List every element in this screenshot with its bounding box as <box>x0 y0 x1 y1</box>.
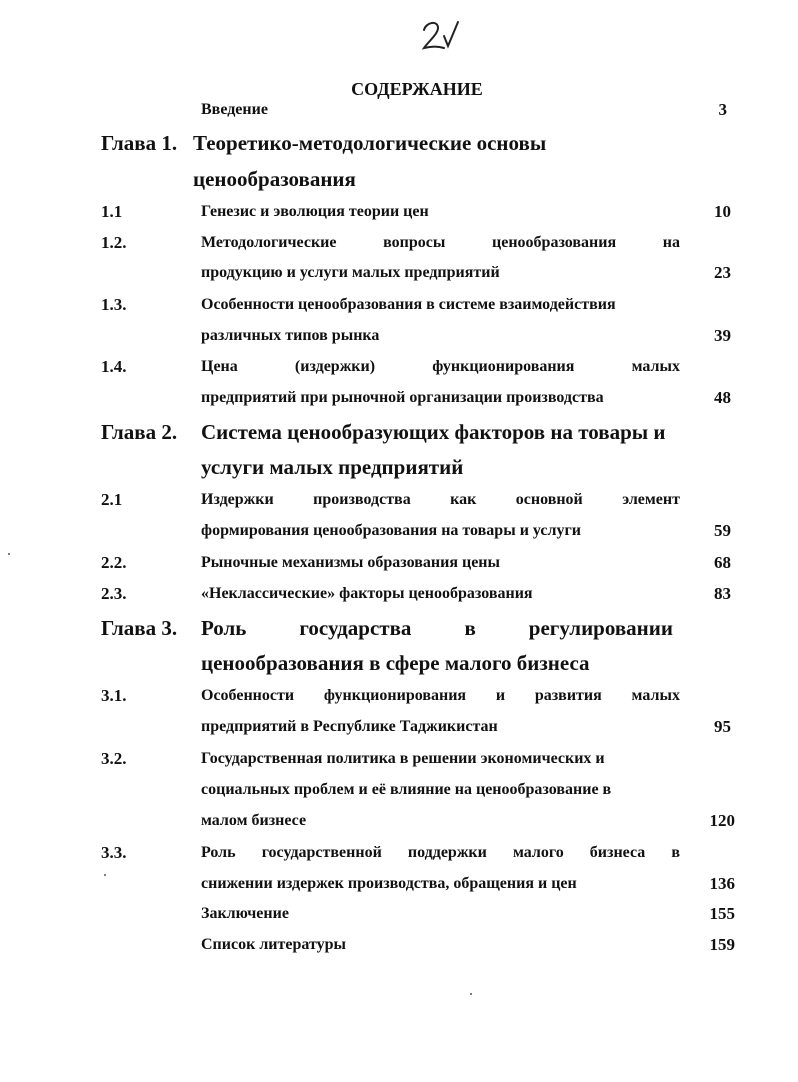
chapter3-title-line2: ценообразования в сфере малого бизнеса <box>201 651 590 675</box>
word: бизнеса <box>589 844 646 861</box>
chapter1-label: Глава 1. <box>101 131 178 155</box>
word: элемент <box>622 491 680 508</box>
section-number: 3.3. <box>101 843 127 862</box>
section-title-line1 <box>201 687 680 705</box>
section-title-line1 <box>201 234 680 252</box>
conclusion-page: 155 <box>709 904 735 923</box>
word: Методологические <box>201 234 337 251</box>
section-page: 83 <box>714 584 731 603</box>
section-number: 1.1 <box>101 202 123 221</box>
section-page: 10 <box>714 202 731 221</box>
word: ценообразования <box>492 234 617 251</box>
chapter2-title-line1: Система ценообразующих факторов на товары и <box>201 420 666 444</box>
section-number: 2.1 <box>101 490 123 509</box>
word: (издержки) <box>294 358 376 375</box>
chapter2-label: Глава 2. <box>101 420 178 444</box>
section-page: 48 <box>714 388 731 407</box>
chapter1-title-line2: ценообразования <box>193 167 356 191</box>
word: регулировании <box>528 616 673 640</box>
section-title-line2: различных типов рынка <box>201 327 380 344</box>
word: как <box>450 491 477 508</box>
word: в <box>671 844 680 861</box>
section-page: 136 <box>709 874 735 893</box>
section-number: 1.3. <box>101 295 127 314</box>
section-page: 95 <box>714 717 731 736</box>
section-number: 2.3. <box>101 584 127 603</box>
section-title-line2: снижении издержек производства, обращения и цен <box>201 875 577 892</box>
section-title-line1: Особенности ценообразования в системе взаимодействия <box>201 296 616 313</box>
references-page: 159 <box>709 935 735 954</box>
word: функционирования <box>323 687 467 704</box>
intro-label: Введение <box>201 101 268 118</box>
word: Роль <box>201 844 236 861</box>
section-title-line2: предприятий в Республике Таджикистан <box>201 718 498 735</box>
word: функционирования <box>432 358 575 375</box>
section-number: 1.4. <box>101 357 127 376</box>
section-page: 120 <box>709 811 735 830</box>
word: Роль <box>201 616 247 640</box>
section-number: 3.1. <box>101 686 127 705</box>
section-title: Рыночные механизмы образования цены <box>201 554 501 571</box>
word: основной <box>515 491 583 508</box>
word: вопросы <box>383 234 446 251</box>
conclusion-label: Заключение <box>201 905 289 922</box>
word: государства <box>299 616 412 640</box>
word: Особенности <box>201 687 295 704</box>
section-number: 3.2. <box>101 749 127 768</box>
word: малого <box>512 844 564 861</box>
word: Издержки <box>201 491 274 508</box>
scan-speck <box>104 874 106 876</box>
chapter3-label: Глава 3. <box>101 616 178 640</box>
section-title-line2: предприятий при рыночной организации производства <box>201 389 604 406</box>
section-page: 23 <box>714 263 731 282</box>
section-title-line2: формирования ценообразования на товары и услуги <box>201 522 581 539</box>
section-title: «Неклассические» факторы ценообразования <box>201 585 533 602</box>
word: малых <box>631 358 680 375</box>
references-label: Список литературы <box>201 936 346 953</box>
word: развития <box>534 687 602 704</box>
section-page: 68 <box>714 553 731 572</box>
section-page: 59 <box>714 521 731 540</box>
chapter2-title-line2: услуги малых предприятий <box>201 455 464 479</box>
section-number: 1.2. <box>101 233 127 252</box>
word: на <box>662 234 680 251</box>
section-title-line2: продукцию и услуги малых предприятий <box>201 264 500 281</box>
word: поддержки <box>407 844 487 861</box>
scan-speck <box>470 993 472 995</box>
section-title-line1: Государственная политика в решении экономических и <box>201 750 605 767</box>
chapter1-title-line1: Теоретико-методологические основы <box>193 131 547 155</box>
scan-speck <box>8 553 10 555</box>
section-title-line1 <box>201 844 680 862</box>
section-title-line1 <box>201 358 680 376</box>
word: государственной <box>261 844 382 861</box>
word: производства <box>313 491 411 508</box>
section-title-line2: социальных проблем и её влияние на ценообразование в <box>201 781 612 798</box>
section-title: Генезис и эволюция теории цен <box>201 203 429 220</box>
section-title-line1 <box>201 491 680 509</box>
word: малых <box>631 687 680 704</box>
intro-page: 3 <box>718 100 727 119</box>
word: и <box>495 687 506 704</box>
section-number: 2.2. <box>101 553 127 572</box>
page-title: СОДЕРЖАНИЕ <box>351 79 483 99</box>
section-title-line3: малом бизнесе <box>201 812 307 829</box>
section-page: 39 <box>714 326 731 345</box>
handwritten-page-number <box>418 18 462 52</box>
word: Цена <box>201 358 238 375</box>
word: в <box>464 616 476 640</box>
chapter3-title-line1 <box>201 616 673 641</box>
